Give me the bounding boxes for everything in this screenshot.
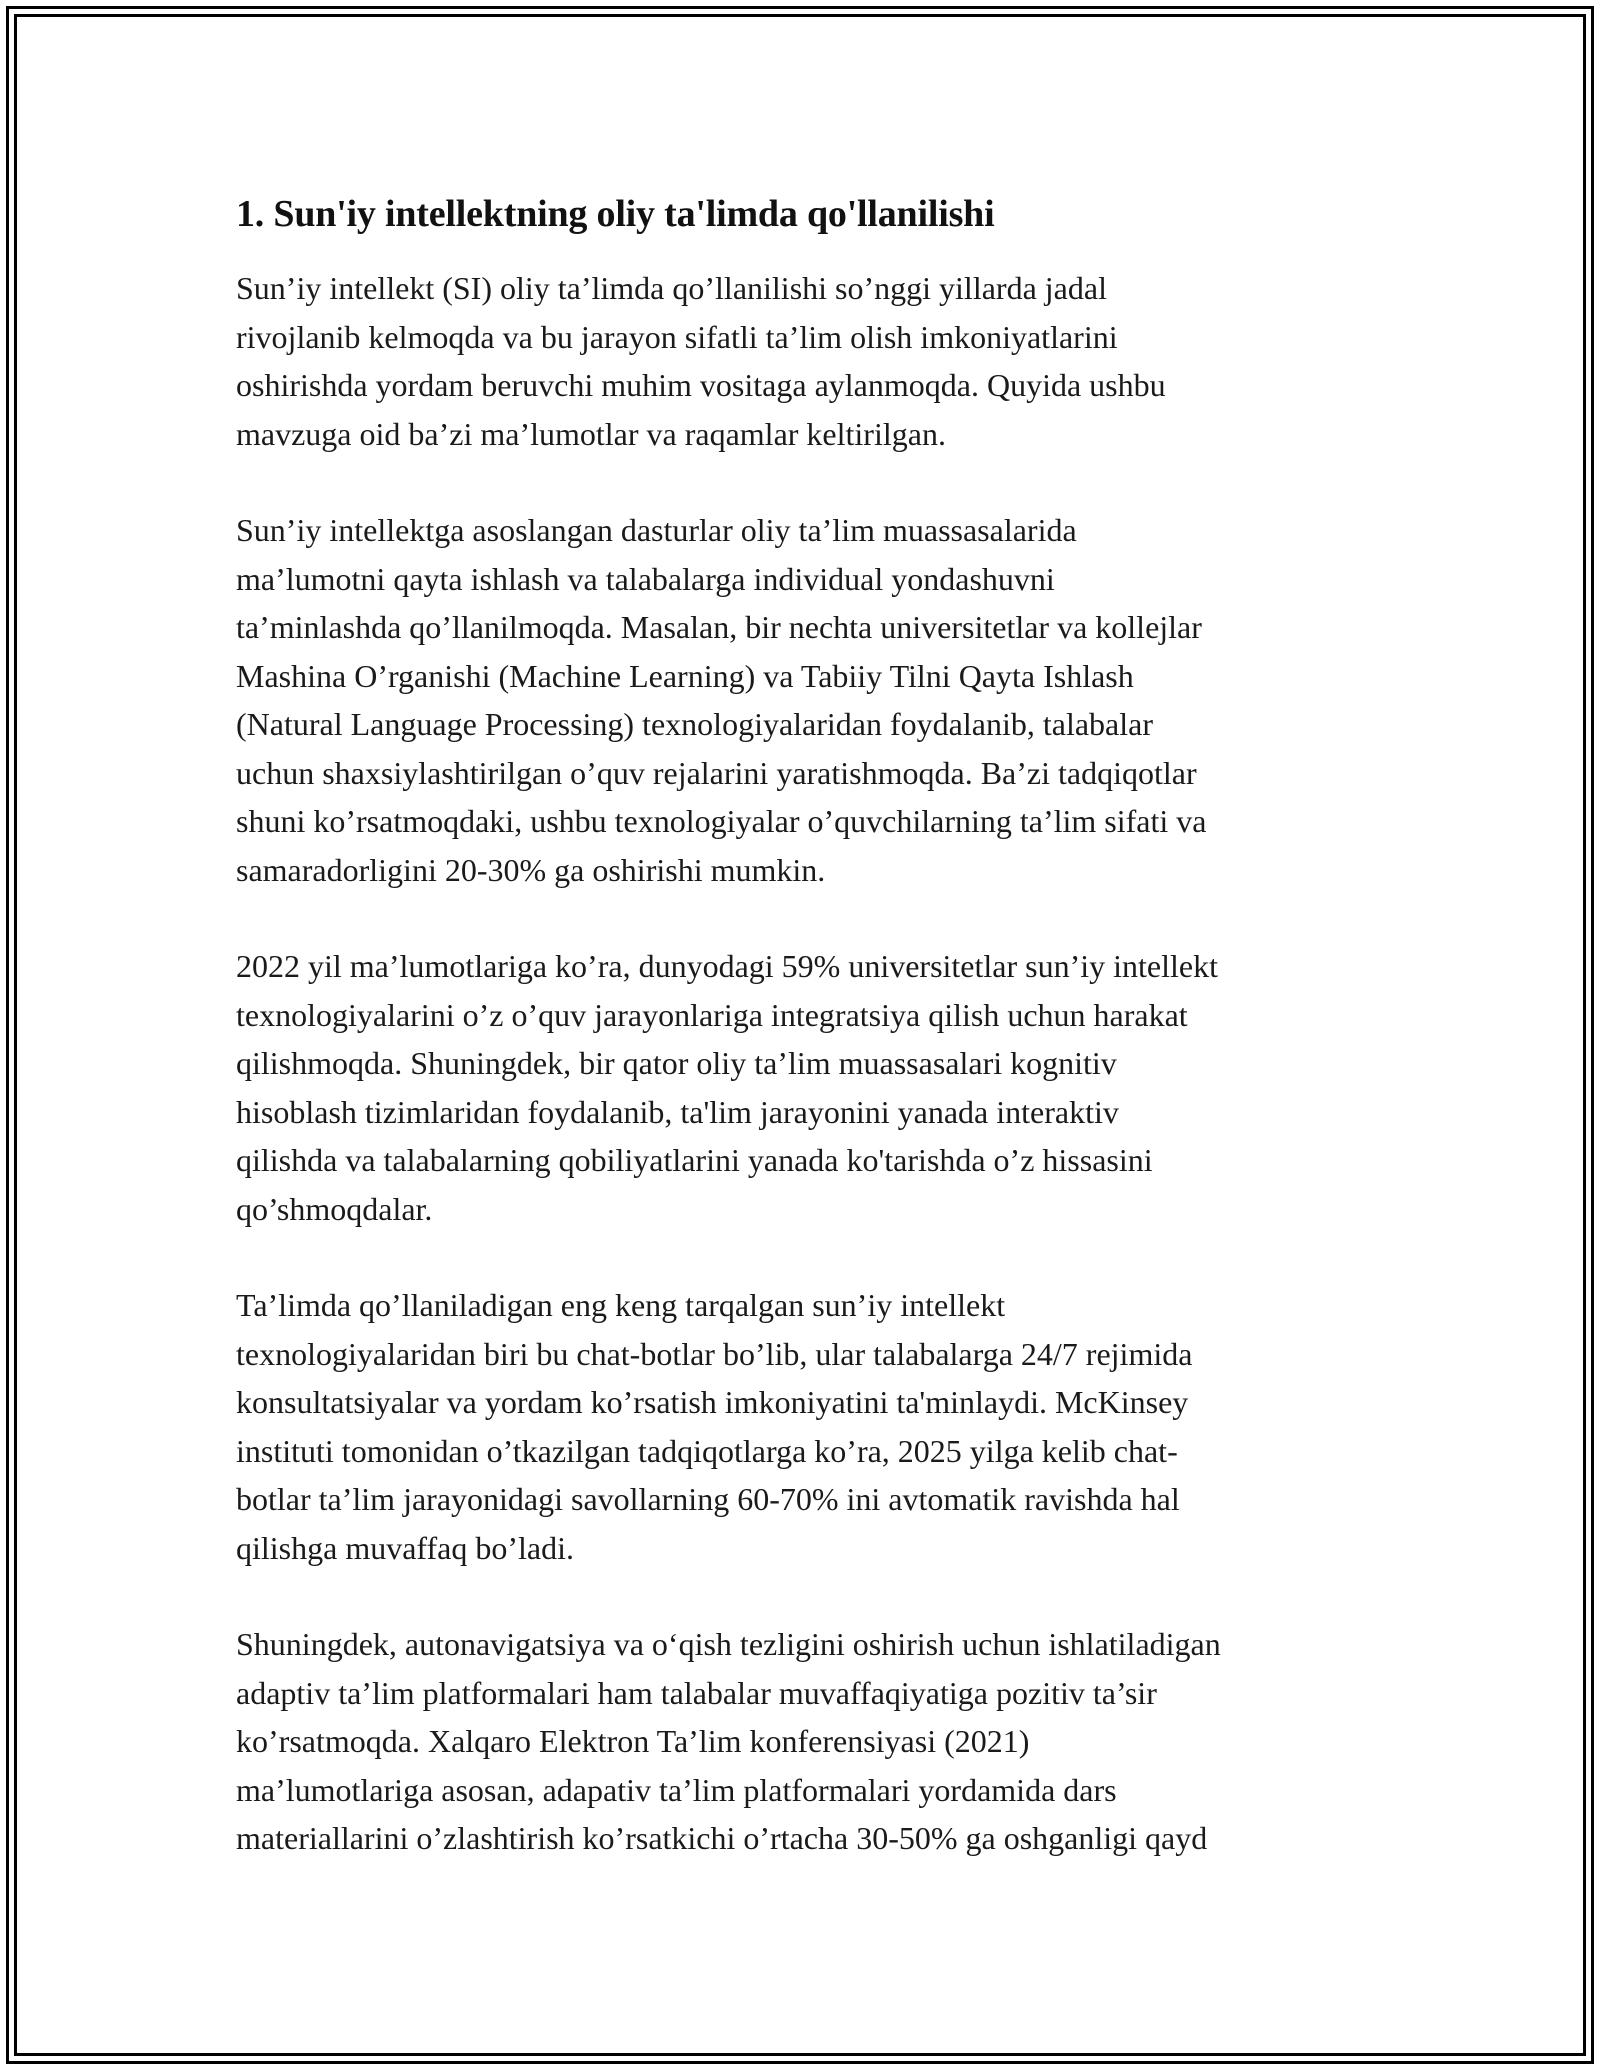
text-line: Shuningdek, autonavigatsiya va o‘qish tezligini oshirish uchun ishlatiladigan [236,1626,1221,1662]
text-line: instituti tomonidan o’tkazilgan tadqiqotlarga ko’ra, 2025 yilga kelib chat- [236,1432,1178,1469]
text-line: adaptiv ta’lim platformalari ham talabalar muvaffaqiyatiga pozitiv ta’sir [236,1674,1157,1711]
text-line: ko’rsatmoqda. Xalqaro Elektron Ta’lim konferensiyasi (2021) [236,1723,1030,1759]
text-line: 2022 yil ma’lumotlariga ko’ra, dunyodagi 59% universitetlar sun’iy intellekt [236,948,1218,984]
text-line: shuni ko’rsatmoqdaki, ushbu texnologiyalar o’quvchilarning ta’lim sifati va [236,803,1207,839]
text-line: materiallarini o’zlashtirish ko’rsatkichi o’rtacha 30-50% ga oshganligi qayd [236,1820,1208,1856]
paragraph-adaptive-platforms [236,1620,1366,1863]
text-line: ma’lumotni qayta ishlash va talabalarga individual yondashuvni [236,560,1055,597]
text-line: (Natural Language Processing) texnologiyalaridan foydalanib, talabalar [236,706,1153,742]
text-line: samaradorligini 20-30% ga oshirishi mumkin. [236,851,826,888]
text-line: uchun shaxsiylashtirilgan o’quv rejalarini yaratishmoqda. Ba’zi tadqiqotlar [236,754,1197,791]
paragraph-2022-stats [236,942,1366,1233]
paragraph-chatbots [236,1281,1366,1572]
paragraph-intro [236,264,1366,458]
text-line: qo’shmoqdalar. [236,1190,433,1227]
text-line: qilishmoqda. Shuningdek, bir qator oliy ta’lim muassasalari kognitiv [236,1045,1117,1081]
text-line: oshirishda yordam beruvchi muhim vositaga aylanmoqda. Quyida ushbu [236,367,1166,403]
text-line: Sun’iy intellektga asoslangan dasturlar oliy ta’lim muassasalarida [236,512,1077,548]
text-line: Sun’iy intellekt (SI) oliy ta’limda qo’llanilishi so’nggi yillarda jadal [236,270,1107,306]
text-line: Mashina O’rganishi (Machine Learning) va Tabiiy Tilni Qayta Ishlash [236,657,1134,694]
text-line: mavzuga oid ba’zi ma’lumotlar va raqamlar keltirilgan. [236,415,946,452]
text-line: rivojlanib kelmoqda va bu jarayon sifatli ta’lim olish imkoniyatlarini [236,318,1118,355]
text-line: Ta’limda qo’llaniladigan eng keng tarqalgan sun’iy intellekt [236,1287,1006,1323]
text-line: botlar ta’lim jarayonidagi savollarning 60-70% ini avtomatik ravishda hal [236,1481,1180,1517]
text-line: qilishga muvaffaq bo’ladi. [236,1529,574,1566]
text-line: konsultatsiyalar va yordam ko’rsatish imkoniyatini ta'minlaydi. McKinsey [236,1384,1189,1420]
paragraph-ml-nlp [236,506,1366,894]
document-body [236,186,1366,1911]
text-line: texnologiyalarini o’z o’quv jarayonlariga integratsiya qilish uchun harakat [236,996,1188,1033]
text-line: hisoblash tizimlaridan foydalanib, ta'lim jarayonini yanada interaktiv [236,1093,1119,1130]
text-line: ta’minlashda qo’llanilmoqda. Masalan, bir nechta universitetlar va kollejlar [236,609,1202,645]
text-line: ma’lumotlariga asosan, adapativ ta’lim platformalari yordamida dars [236,1771,1117,1808]
text-line: qilishda va talabalarning qobiliyatlarini yanada ko'tarishda o’z hissasini [236,1142,1153,1178]
text-line: texnologiyalaridan biri bu chat-botlar bo’lib, ular talabalarga 24/7 rejimida [236,1335,1193,1372]
section-heading: 1. Sun'iy intellektning oliy ta'limda qo'llanilishi [236,193,995,235]
